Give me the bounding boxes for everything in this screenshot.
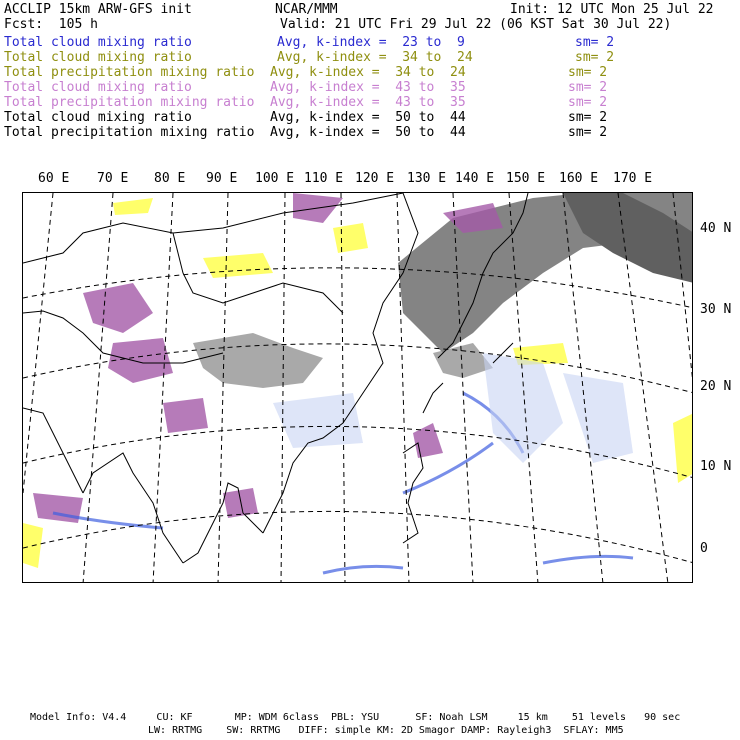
forecast-hour: Fcst: 105 h <box>4 17 98 32</box>
field-avg: Avg, k-index = 23 to 9 <box>277 35 465 50</box>
field-sm: sm= 2 <box>568 110 608 125</box>
longitude-label: 80 E <box>154 171 186 186</box>
longitude-label: 120 E <box>355 171 395 186</box>
longitude-label: 170 E <box>613 171 653 186</box>
model-info-line1: Model Info: V4.4 CU: KF MP: WDM 6class PBL: YSU SF: Noah LSM 15 km 51 levels 90 sec <box>30 712 681 723</box>
model-title: ACCLIP 15km ARW-GFS init <box>4 2 192 17</box>
longitude-label: 130 E <box>407 171 447 186</box>
field-avg: Avg, k-index = 50 to 44 <box>270 110 466 125</box>
field-sm: sm= 2 <box>568 80 608 95</box>
latitude-label: 0 <box>700 541 708 556</box>
longitude-label: 150 E <box>506 171 546 186</box>
field-name: Total precipitation mixing ratio <box>4 95 255 110</box>
field-avg: Avg, k-index = 34 to 24 <box>277 50 473 65</box>
field-sm: sm= 2 <box>568 95 608 110</box>
longitude-label: 90 E <box>206 171 238 186</box>
field-sm: sm= 2 <box>568 65 608 80</box>
longitude-label: 110 E <box>304 171 344 186</box>
longitude-label: 160 E <box>559 171 599 186</box>
field-avg: Avg, k-index = 43 to 35 <box>270 95 466 110</box>
org-label: NCAR/MMM <box>275 2 338 17</box>
latitude-label: 40 N <box>700 221 732 236</box>
field-avg: Avg, k-index = 43 to 35 <box>270 80 466 95</box>
map-panel <box>22 192 693 583</box>
valid-time: Valid: 21 UTC Fri 29 Jul 22 (06 KST Sat 30 Jul 22) <box>280 17 672 32</box>
field-sm: sm= 2 <box>568 125 608 140</box>
field-name: Total cloud mixing ratio <box>4 110 192 125</box>
model-info-line2: LW: RRTMG SW: RRTMG DIFF: simple KM: 2D Smagor DAMP: Rayleigh3 SFLAY: MM5 <box>148 725 624 736</box>
longitude-label: 70 E <box>97 171 129 186</box>
field-avg: Avg, k-index = 50 to 44 <box>270 125 466 140</box>
field-name: Total precipitation mixing ratio <box>4 125 255 140</box>
gray-cloud-field <box>193 193 693 388</box>
latitude-label: 30 N <box>700 302 732 317</box>
map-svg <box>23 193 693 583</box>
field-name: Total cloud mixing ratio <box>4 80 192 95</box>
longitude-label: 60 E <box>38 171 70 186</box>
longitude-label: 100 E <box>255 171 295 186</box>
field-sm: sm= 2 <box>575 50 615 65</box>
field-name: Total cloud mixing ratio <box>4 35 192 50</box>
latitude-label: 20 N <box>700 379 732 394</box>
field-avg: Avg, k-index = 34 to 24 <box>270 65 466 80</box>
field-name: Total cloud mixing ratio <box>4 50 192 65</box>
latitude-label: 10 N <box>700 459 732 474</box>
field-name: Total precipitation mixing ratio <box>4 65 255 80</box>
longitude-label: 140 E <box>455 171 495 186</box>
field-sm: sm= 2 <box>575 35 615 50</box>
init-time: Init: 12 UTC Mon 25 Jul 22 <box>510 2 714 17</box>
